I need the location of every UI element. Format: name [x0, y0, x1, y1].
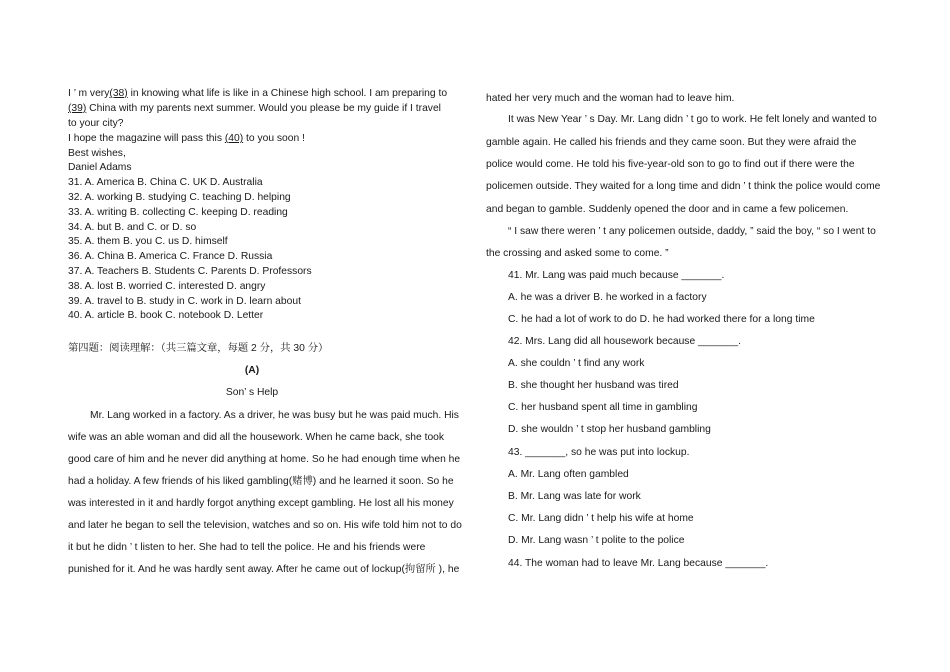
- passage-line: “ I saw there weren ’ t any policemen outside, daddy, ” said the boy, “ so I went to: [508, 226, 876, 237]
- letter-line-2: [68, 102, 441, 115]
- letter-line-3: to your city?: [68, 118, 124, 129]
- passage-line: wife was an able woman and did all the housework. When he came back, she took: [68, 432, 445, 443]
- option-line: 39. A. travel to B. study in C. work in D. learn about: [68, 296, 301, 307]
- question-option: C. Mr. Lang didn ’ t help his wife at home: [508, 513, 694, 524]
- question-line: 41. Mr. Lang was paid much because _______.: [508, 270, 725, 281]
- section-title: 第四题：阅读理解：（共三篇文章，每题 2 分，共 30 分）: [68, 343, 329, 354]
- option-line: 31. A. America B. China C. UK D. Australia: [68, 177, 263, 188]
- passage-line: gamble again. He called his friends and they came soon. But they were afraid the: [486, 137, 857, 148]
- passage-line: and began to gamble. Suddenly opened the door and in came a few policemen.: [486, 204, 849, 215]
- question-line: 44. The woman had to leave Mr. Lang because _______.: [508, 558, 769, 569]
- question-option: D. she wouldn ’ t stop her husband gambling: [508, 424, 711, 435]
- option-line: 38. A. lost B. worried C. interested D. angry: [68, 281, 266, 292]
- passage-line: it but he didn ’ t listen to her. She had to tell the police. He and his friends were: [68, 542, 426, 553]
- letter-text: to you soon !: [243, 133, 305, 144]
- option-line: 33. A. writing B. collecting C. keeping D. reading: [68, 207, 288, 218]
- passage-line: had a holiday. A few friends of his liked gambling(赌博) and he learned it soon. So he: [68, 476, 454, 487]
- question-option: B. she thought her husband was tired: [508, 380, 679, 391]
- passage-title: Son’ s Help: [225, 387, 279, 398]
- option-line: 37. A. Teachers B. Students C. Parents D. Professors: [68, 266, 312, 277]
- passage-line: policemen outside. They waited for a long time and didn ’ t think the police would come: [486, 181, 881, 192]
- blank-40: (40): [224, 133, 244, 144]
- question-option: A. she couldn ’ t find any work: [508, 358, 645, 369]
- question-option: D. Mr. Lang wasn ’ t polite to the police: [508, 535, 685, 546]
- question-line: 42. Mrs. Lang did all housework because _______.: [508, 336, 741, 347]
- question-option: A. Mr. Lang often gambled: [508, 469, 629, 480]
- letter-line-4: [68, 132, 305, 145]
- letter-line-1: [68, 87, 447, 100]
- option-line: 35. A. them B. you C. us D. himself: [68, 236, 228, 247]
- letter-text: I ’ m very: [68, 88, 110, 99]
- question-line: 43. _______, so he was put into lockup.: [508, 447, 690, 458]
- question-option: C. he had a lot of work to do D. he had worked there for a long time: [508, 314, 815, 325]
- passage-line: hated her very much and the woman had to leave him.: [486, 93, 735, 104]
- question-option: B. Mr. Lang was late for work: [508, 491, 641, 502]
- passage-line: It was New Year ’ s Day. Mr. Lang didn ’ t go to work. He felt lonely and wanted to: [508, 114, 877, 125]
- option-line: 40. A. article B. book C. notebook D. Letter: [68, 310, 264, 321]
- question-option: C. her husband spent all time in gambling: [508, 402, 698, 413]
- blank-38: (38): [109, 88, 128, 99]
- passage-line: good care of him and he never did anything at home. So he had enough time when he: [68, 454, 461, 465]
- passage-line: punished for it. And he was hardly sent away. After he came out of lockup(拘留所 ), he: [68, 564, 460, 575]
- letter-text: in knowing what life is like in a Chinese high school. I am preparing to: [127, 88, 448, 99]
- letter-signature: Daniel Adams: [68, 162, 132, 173]
- option-line: 36. A. China B. America C. France D. Russia: [68, 251, 273, 262]
- passage-line: was interested in it and hardly forgot anything except gambling. He lost all his money: [68, 498, 454, 509]
- question-option: A. he was a driver B. he worked in a factory: [508, 292, 707, 303]
- blank-39: (39): [68, 103, 87, 114]
- letter-text: I hope the magazine will pass this: [68, 133, 225, 144]
- passage-label: (A): [244, 365, 260, 376]
- option-line: 34. A. but B. and C. or D. so: [68, 222, 197, 233]
- letter-closing: Best wishes,: [68, 148, 126, 159]
- passage-line: Mr. Lang worked in a factory. As a driver, he was busy but he was paid much. His: [90, 410, 459, 421]
- passage-line: police would come. He told his five-year-old son to go to find out if there were the: [486, 159, 855, 170]
- passage-line: and later he began to sell the television, watches and so on. His wife told him not to do: [68, 520, 462, 531]
- letter-text: China with my parents next summer. Would you please be my guide if I travel: [86, 103, 441, 114]
- option-line: 32. A. working B. studying C. teaching D. helping: [68, 192, 291, 203]
- passage-line: the crossing and asked some to come. ”: [486, 248, 669, 259]
